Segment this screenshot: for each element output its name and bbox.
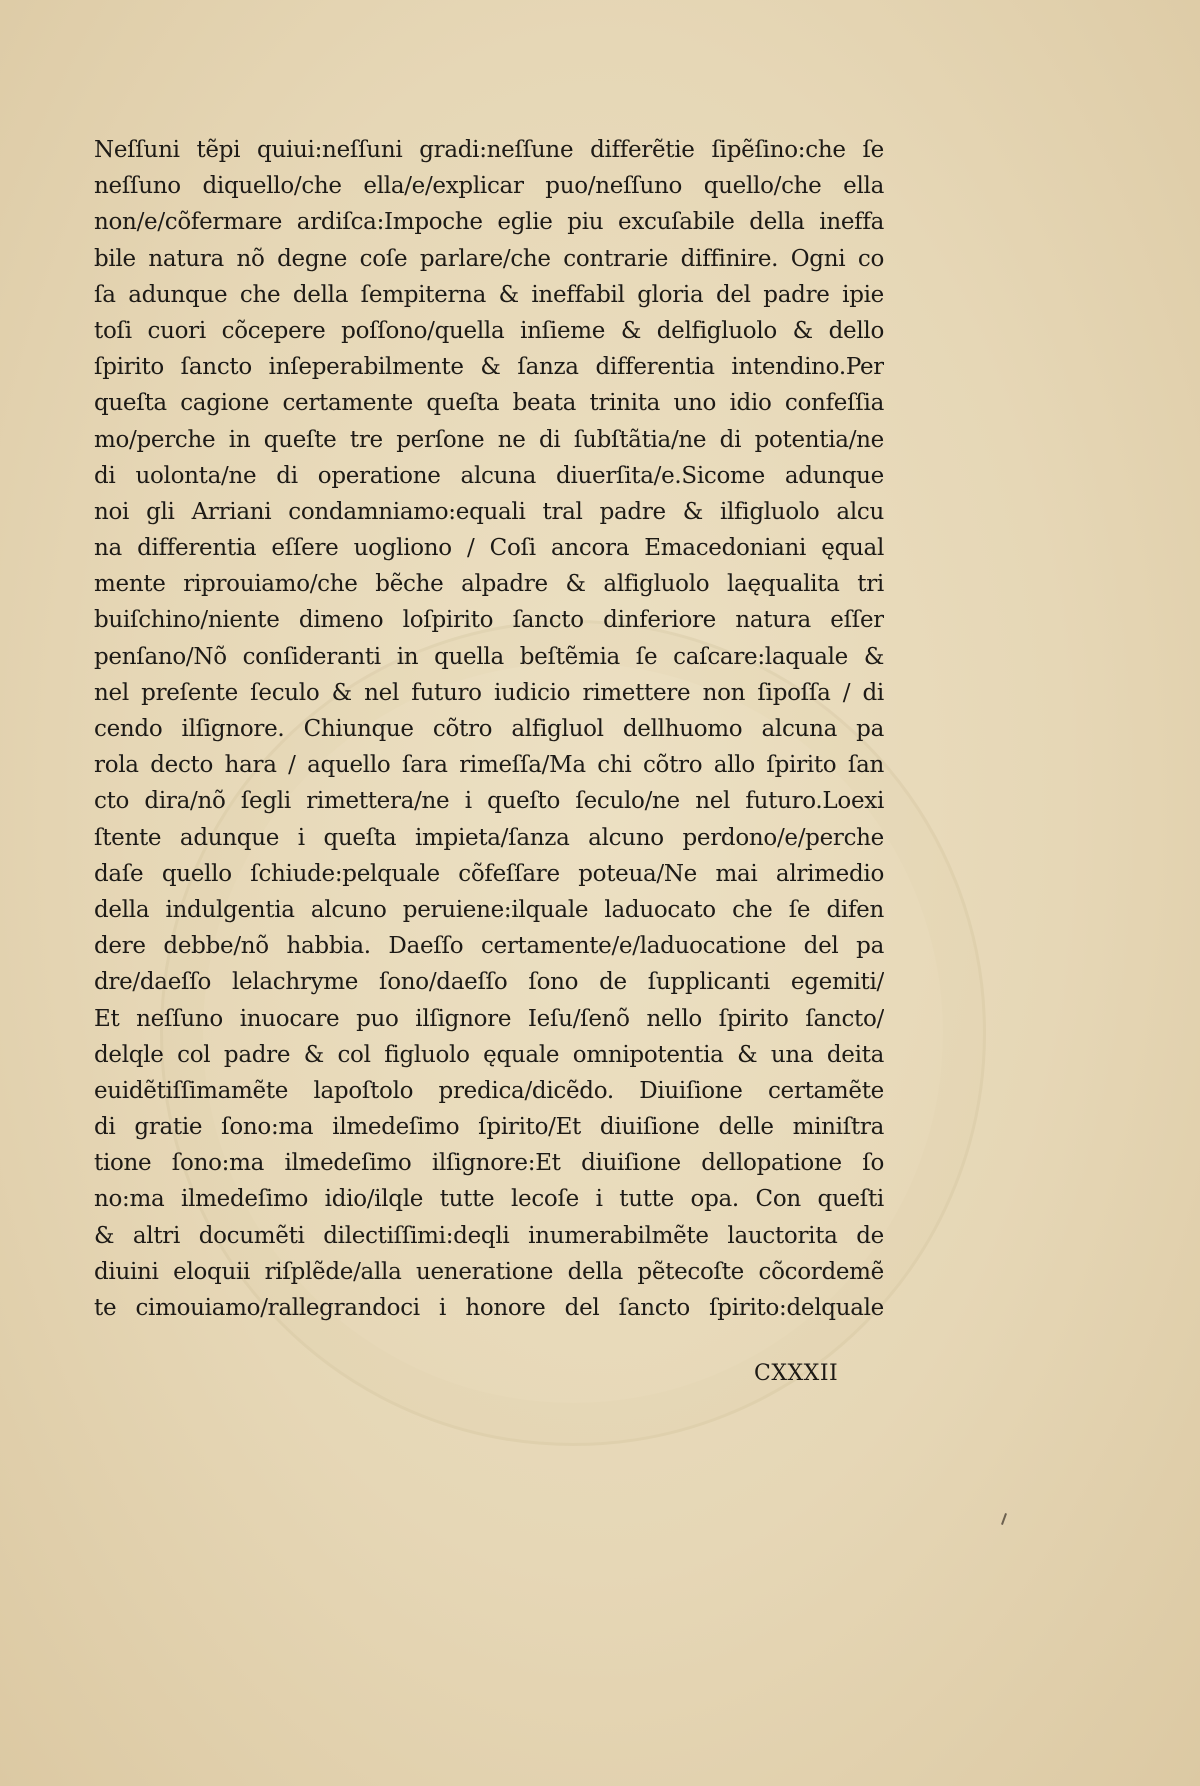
text-line: daſe quello ſchiude:pelquale cõfeſſare poteua/Ne mai alrimedio — [94, 860, 884, 887]
text-line: euidẽtiſſimamẽte lapoſtolo predica/dicẽdo. Diuiſione certamẽte — [94, 1077, 884, 1104]
text-line: diuini eloquii riſplẽde/alla ueneratione della pẽtecoſte cõcordemẽ — [94, 1258, 884, 1285]
text-line: mo/perche in queſte tre perſone ne di ſubſtãtia/ne di potentia/ne — [94, 426, 884, 453]
text-line: mente riprouiamo/che bẽche alpadre & alfigluolo laęqualita tri — [94, 571, 884, 598]
text-line: di gratie ſono:ma ilmedeſimo ſpirito/Et diuiſione delle miniſtra — [94, 1114, 884, 1141]
text-line: di uolonta/ne di operatione alcuna diuerſita/e.Sicome adunque — [94, 462, 884, 489]
text-line: toſi cuori cõcepere poſſono/quella inſieme & delfigluolo & dello — [94, 317, 884, 344]
body-text — [94, 132, 884, 1326]
text-line: & altri documẽti dilectiſſimi:deqli inumerabilmẽte lauctorita de — [94, 1222, 884, 1249]
ink-speck — [1001, 1513, 1007, 1525]
text-line: rola decto hara / aquello ſara rimeſſa/Ma chi cõtro allo ſpirito ſan — [94, 752, 884, 779]
text-line: ſa adunque che della ſempiterna & ineffabil gloria del padre ipie — [94, 281, 884, 308]
text-line: buiſchino/niente dimeno loſpirito ſancto dinferiore natura eſſer — [94, 607, 884, 634]
text-line: noi gli Arriani condamniamo:equali tral padre & ilfigluolo alcu — [94, 498, 884, 525]
text-line: non/e/cõfermare ardiſca:Impoche eglie piu excuſabile della ineffa — [94, 209, 884, 236]
text-line: della indulgentia alcuno peruiene:ilquale laduocato che ſe difen — [94, 896, 884, 923]
text-line: no:ma ilmedeſimo idio/ilqle tutte lecoſe i tutte opa. Con queſti — [94, 1186, 884, 1213]
text-line: te cimouiamo/rallegrandoci i honore del ſancto ſpirito:delquale — [94, 1295, 884, 1321]
text-line: na differentia eſſere uogliono / Coſi ancora Emacedoniani ęqual — [94, 535, 884, 562]
text-line: tione ſono:ma ilmedeſimo ilſignore:Et diuiſione dellopatione ſo — [94, 1150, 884, 1177]
text-line: ſtente adunque i queſta impieta/ſanza alcuno perdono/e/perche — [94, 824, 884, 851]
text-line: Neſſuni tẽpi quiui:neſſuni gradi:neſſune differẽtie ſipẽſino:che ſe — [94, 137, 884, 163]
text-line: dere debbe/nõ habbia. Daeſſo certamente/e/laduocatione del pa — [94, 933, 884, 960]
text-line: cto dira/nõ ſegli rimettera/ne i queſto ſeculo/ne nel futuro.Loexi — [94, 788, 884, 815]
text-line: cendo ilſignore. Chiunque cõtro alfigluol dellhuomo alcuna pa — [94, 716, 884, 742]
text-line: delqle col padre & col figluolo ęquale omnipotentia & una deita — [94, 1041, 884, 1068]
text-line: queſta cagione certamente queſta beata trinita uno idio confeſſia — [94, 390, 884, 417]
text-line: neſſuno diquello/che ella/e/explicar puo/neſſuno quello/che ella — [94, 173, 884, 200]
text-line: dre/daeſſo lelachryme ſono/daeſſo ſono de ſupplicanti egemiti/ — [94, 969, 884, 996]
text-line: nel preſente ſeculo & nel futuro iudicio rimettere non ſipoſſa / di — [94, 679, 884, 706]
text-line: ſpirito ſancto inſeperabilmente & ſanza differentia intendino.Per — [94, 354, 884, 381]
text-line: penſano/Nõ conſideranti in quella beſtẽmia ſe caſcare:laquale & — [94, 643, 884, 670]
folio-number: CXXXII — [754, 1361, 839, 1386]
text-line: bile natura nõ degne coſe parlare/che contrarie diffinire. Ogni co — [94, 245, 884, 272]
text-line: Et neſſuno inuocare puo ilſignore Ieſu/ſenõ nello ſpirito ſancto/ — [94, 1005, 884, 1032]
